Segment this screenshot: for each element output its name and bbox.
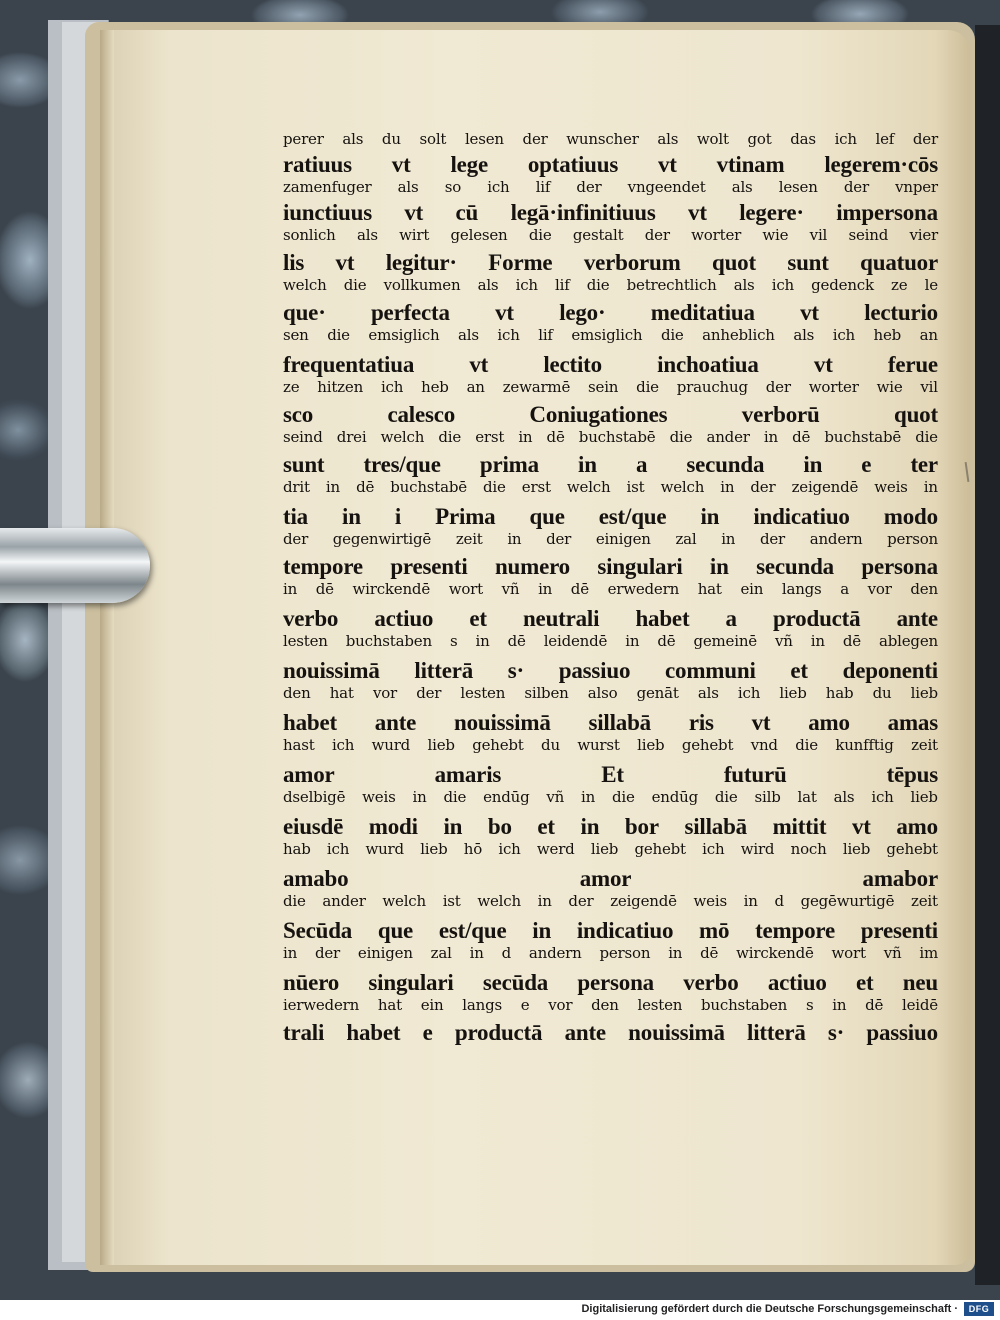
latin-text-line: lis vt legitur· Forme verborum quot sunt quatuor xyxy=(283,250,938,275)
latin-text-line: tia in i Prima que est/que in indicatiuo modo xyxy=(283,504,938,529)
latin-text-line: sco calesco Coniugationes verborū quot xyxy=(283,402,938,427)
latin-text-line: eiusdē modi in bo et in bor sillabā mittit vt amo xyxy=(283,814,938,839)
gloss-text-line: die ander welch ist welch in der zeigendē weis in d gegēwurtigē zeit xyxy=(283,892,938,910)
latin-text-line: iunctiuus vt cū legā·infinitiuus vt legere· impersona xyxy=(283,200,938,225)
latin-text-line: ratiuus vt lege optatiuus vt vtinam legerem·cōs xyxy=(283,152,938,177)
latin-text-line: amor amaris Et futurū tēpus xyxy=(283,762,938,787)
gloss-text-line: lesten buchstaben s in dē leidendē in dē gemeinē vñ in dē ablegen xyxy=(283,632,938,650)
latin-text-line: tempore presenti numero singulari in secunda persona xyxy=(283,554,938,579)
latin-text-line: habet ante nouissimā sillabā ris vt amo amas xyxy=(283,710,938,735)
gloss-text-line: drit in dē buchstabē die erst welch ist welch in der zeigendē weis in xyxy=(283,478,938,496)
gloss-text-line: in der einigen zal in d andern person in dē wirckendē wort vñ im xyxy=(283,944,938,962)
dfg-logo: DFG xyxy=(964,1302,994,1316)
latin-text-line: nouissimā litterā s· passiuo communi et deponenti xyxy=(283,658,938,683)
latin-text-line: verbo actiuo et neutrali habet a productā ante xyxy=(283,606,938,631)
right-cover-edge xyxy=(975,25,1000,1285)
gloss-text-line: dselbigē weis in die endūg vñ in die endūg die silb lat als ich lieb xyxy=(283,788,938,806)
gloss-text-line: ze hitzen ich heb an zewarmē sein die prauchug der worter wie vil xyxy=(283,378,938,396)
funding-notice: Digitalisierung gefördert durch die Deutsche Forschungsgemeinschaft · xyxy=(581,1303,958,1315)
gloss-text-line: in dē wirckendē wort vñ in dē erwedern hat ein langs a vor den xyxy=(283,580,938,598)
footer xyxy=(0,1300,1000,1320)
latin-text-line: sunt tres/que prima in a secunda in e ter xyxy=(283,452,938,477)
gloss-text-line: den hat vor der lesten silben also genāt als ich lieb hab du lieb xyxy=(283,684,938,702)
gloss-text-line: ierwedern hat ein langs e vor den lesten buchstaben s in dē leidē xyxy=(283,996,938,1014)
gloss-text-line: perer als du solt lesen der wunscher als wolt got das ich lef der xyxy=(283,130,938,148)
latin-text-line: trali habet e productā ante nouissimā litterā s· passiuo xyxy=(283,1020,938,1045)
gloss-text-line: hab ich wurd lieb hō ich werd lieb gehebt ich wird noch lieb gehebt xyxy=(283,840,938,858)
latin-text-line: amabo amor amabor xyxy=(283,866,938,891)
latin-text-line: frequentatiua vt lectito inchoatiua vt ferue xyxy=(283,352,938,377)
page-weight-rod xyxy=(0,528,150,603)
latin-text-line: nūero singulari secūda persona verbo actiuo et neu xyxy=(283,970,938,995)
gutter-shadow xyxy=(100,30,114,1265)
latin-text-line: Secūda que est/que in indicatiuo mō tempore presenti xyxy=(283,918,938,943)
gloss-text-line: der gegenwirtigē zeit in der einigen zal in der andern person xyxy=(283,530,938,548)
latin-text-line: que· perfecta vt lego· meditatiua vt lecturio xyxy=(283,300,938,325)
gloss-text-line: sen die emsiglich als ich lif emsiglich die anheblich als ich heb an xyxy=(283,326,938,344)
gloss-text-line: hast ich wurd lieb gehebt du wurst lieb gehebt vnd die kunfftig zeit xyxy=(283,736,938,754)
gloss-text-line: seind drei welch die erst in dē buchstabē die ander in dē buchstabē die xyxy=(283,428,938,446)
gloss-text-line: sonlich als wirt gelesen die gestalt der worter wie vil seind vier xyxy=(283,226,938,244)
gloss-text-line: zamenfuger als so ich lif der vngeendet als lesen der vnper xyxy=(283,178,938,196)
gloss-text-line: welch die vollkumen als ich lif die betrechtlich als ich gedenck ze le xyxy=(283,276,938,294)
